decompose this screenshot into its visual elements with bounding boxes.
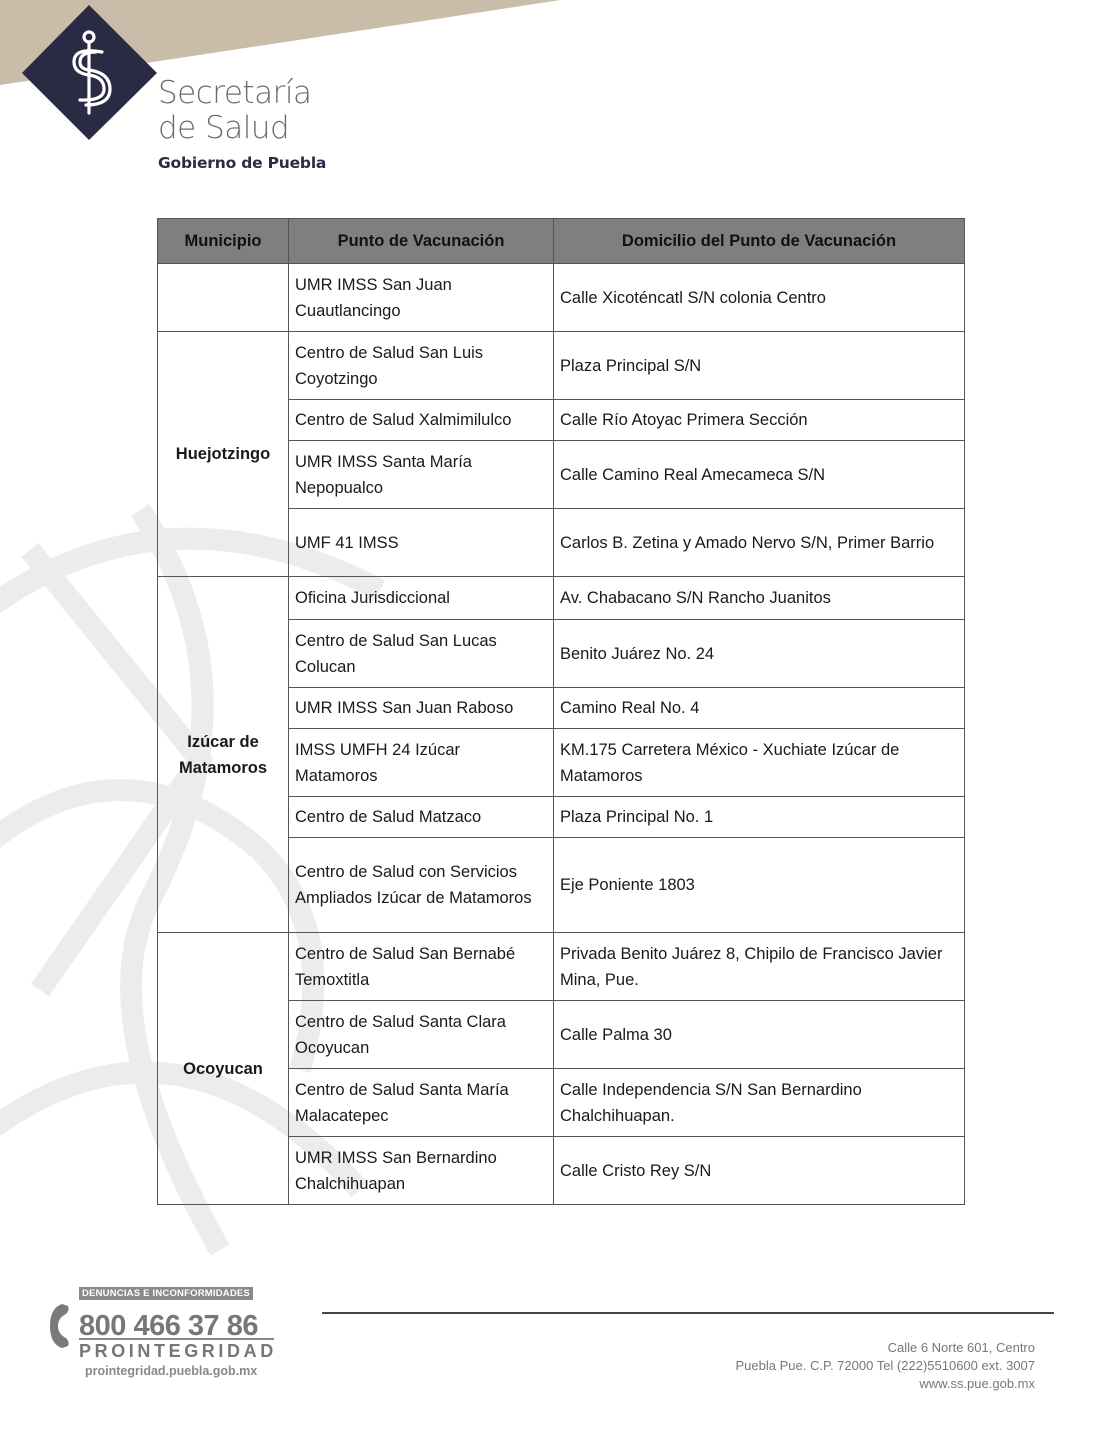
domicilio-cell: Av. Chabacano S/N Rancho Juanitos bbox=[554, 577, 965, 620]
brand-block bbox=[158, 76, 326, 172]
brand-title-line1: Secretaría bbox=[158, 75, 312, 111]
domicilio-cell: Calle Palma 30 bbox=[554, 1001, 965, 1069]
address-line-1: Calle 6 Norte 601, Centro bbox=[887, 1340, 1035, 1355]
domicilio-cell: Benito Juárez No. 24 bbox=[554, 620, 965, 688]
punto-cell: Centro de Salud Xalmimilulco bbox=[289, 400, 554, 441]
column-header-domicilio: Domicilio del Punto de Vacunación bbox=[554, 219, 965, 264]
municipio-cell bbox=[158, 264, 289, 332]
footer-address bbox=[736, 1339, 1035, 1393]
municipio-cell: Huejotzingo bbox=[158, 332, 289, 577]
punto-cell: IMSS UMFH 24 Izúcar Matamoros bbox=[289, 729, 554, 797]
punto-cell: Centro de Salud Matzaco bbox=[289, 797, 554, 838]
punto-cell: Centro de Salud con Servicios Ampliados Izúcar de Matamoros bbox=[289, 838, 554, 933]
punto-cell: UMF 41 IMSS bbox=[289, 509, 554, 577]
complaints-label: DENUNCIAS E INCONFORMIDADES bbox=[79, 1287, 253, 1300]
table-row bbox=[158, 264, 965, 332]
punto-cell: UMR IMSS Santa María Nepopualco bbox=[289, 441, 554, 509]
punto-cell: Centro de Salud Santa Clara Ocoyucan bbox=[289, 1001, 554, 1069]
punto-cell: Oficina Jurisdiccional bbox=[289, 577, 554, 620]
punto-cell: UMR IMSS San Juan Cuautlancingo bbox=[289, 264, 554, 332]
column-header-punto: Punto de Vacunación bbox=[289, 219, 554, 264]
website-link[interactable]: www.ss.pue.gob.mx bbox=[919, 1376, 1035, 1391]
table-row bbox=[158, 332, 965, 400]
vaccination-points-table bbox=[157, 218, 965, 1205]
domicilio-cell: KM.175 Carretera México - Xuchiate Izúcar de Matamoros bbox=[554, 729, 965, 797]
domicilio-cell: Eje Poniente 1803 bbox=[554, 838, 965, 933]
domicilio-cell: Plaza Principal No. 1 bbox=[554, 797, 965, 838]
domicilio-cell: Calle Independencia S/N San Bernardino Chalchihuapan. bbox=[554, 1069, 965, 1137]
program-name: PROINTEGRIDAD bbox=[79, 1338, 274, 1361]
column-header-municipio: Municipio bbox=[158, 219, 289, 264]
domicilio-cell: Calle Cristo Rey S/N bbox=[554, 1137, 965, 1205]
table-row bbox=[158, 933, 965, 1001]
punto-cell: Centro de Salud San Lucas Colucan bbox=[289, 620, 554, 688]
government-label: Gobierno de Puebla bbox=[158, 154, 327, 172]
table-row bbox=[158, 577, 965, 620]
address-line-2: Puebla Pue. C.P. 72000 Tel (222)5510600 ext. 3007 bbox=[735, 1358, 1035, 1373]
prointegridad-block bbox=[48, 1283, 278, 1378]
domicilio-cell: Calle Camino Real Amecameca S/N bbox=[554, 441, 965, 509]
punto-cell: Centro de Salud San Luis Coyotzingo bbox=[289, 332, 554, 400]
complaints-phone-number: 800 466 37 86 bbox=[79, 1310, 258, 1342]
caduceus-icon bbox=[22, 5, 157, 140]
punto-cell: Centro de Salud Santa María Malacatepec bbox=[289, 1069, 554, 1137]
footer-divider bbox=[322, 1312, 1054, 1314]
domicilio-cell: Calle Xicoténcatl S/N colonia Centro bbox=[554, 264, 965, 332]
table-header-row bbox=[158, 219, 965, 264]
domicilio-cell: Carlos B. Zetina y Amado Nervo S/N, Primer Barrio bbox=[554, 509, 965, 577]
punto-cell: UMR IMSS San Bernardino Chalchihuapan bbox=[289, 1137, 554, 1205]
phone-icon bbox=[48, 1302, 76, 1350]
domicilio-cell: Privada Benito Juárez 8, Chipilo de Francisco Javier Mina, Pue. bbox=[554, 933, 965, 1001]
brand-title-line2: de Salud bbox=[158, 110, 290, 146]
domicilio-cell: Camino Real No. 4 bbox=[554, 688, 965, 729]
municipio-cell: Izúcar de Matamoros bbox=[158, 577, 289, 933]
punto-cell: UMR IMSS San Juan Raboso bbox=[289, 688, 554, 729]
punto-cell: Centro de Salud San Bernabé Temoxtitla bbox=[289, 933, 554, 1001]
domicilio-cell: Calle Río Atoyac Primera Sección bbox=[554, 400, 965, 441]
municipio-cell: Ocoyucan bbox=[158, 933, 289, 1205]
program-url-link[interactable]: prointegridad.puebla.gob.mx bbox=[85, 1364, 258, 1378]
domicilio-cell: Plaza Principal S/N bbox=[554, 332, 965, 400]
